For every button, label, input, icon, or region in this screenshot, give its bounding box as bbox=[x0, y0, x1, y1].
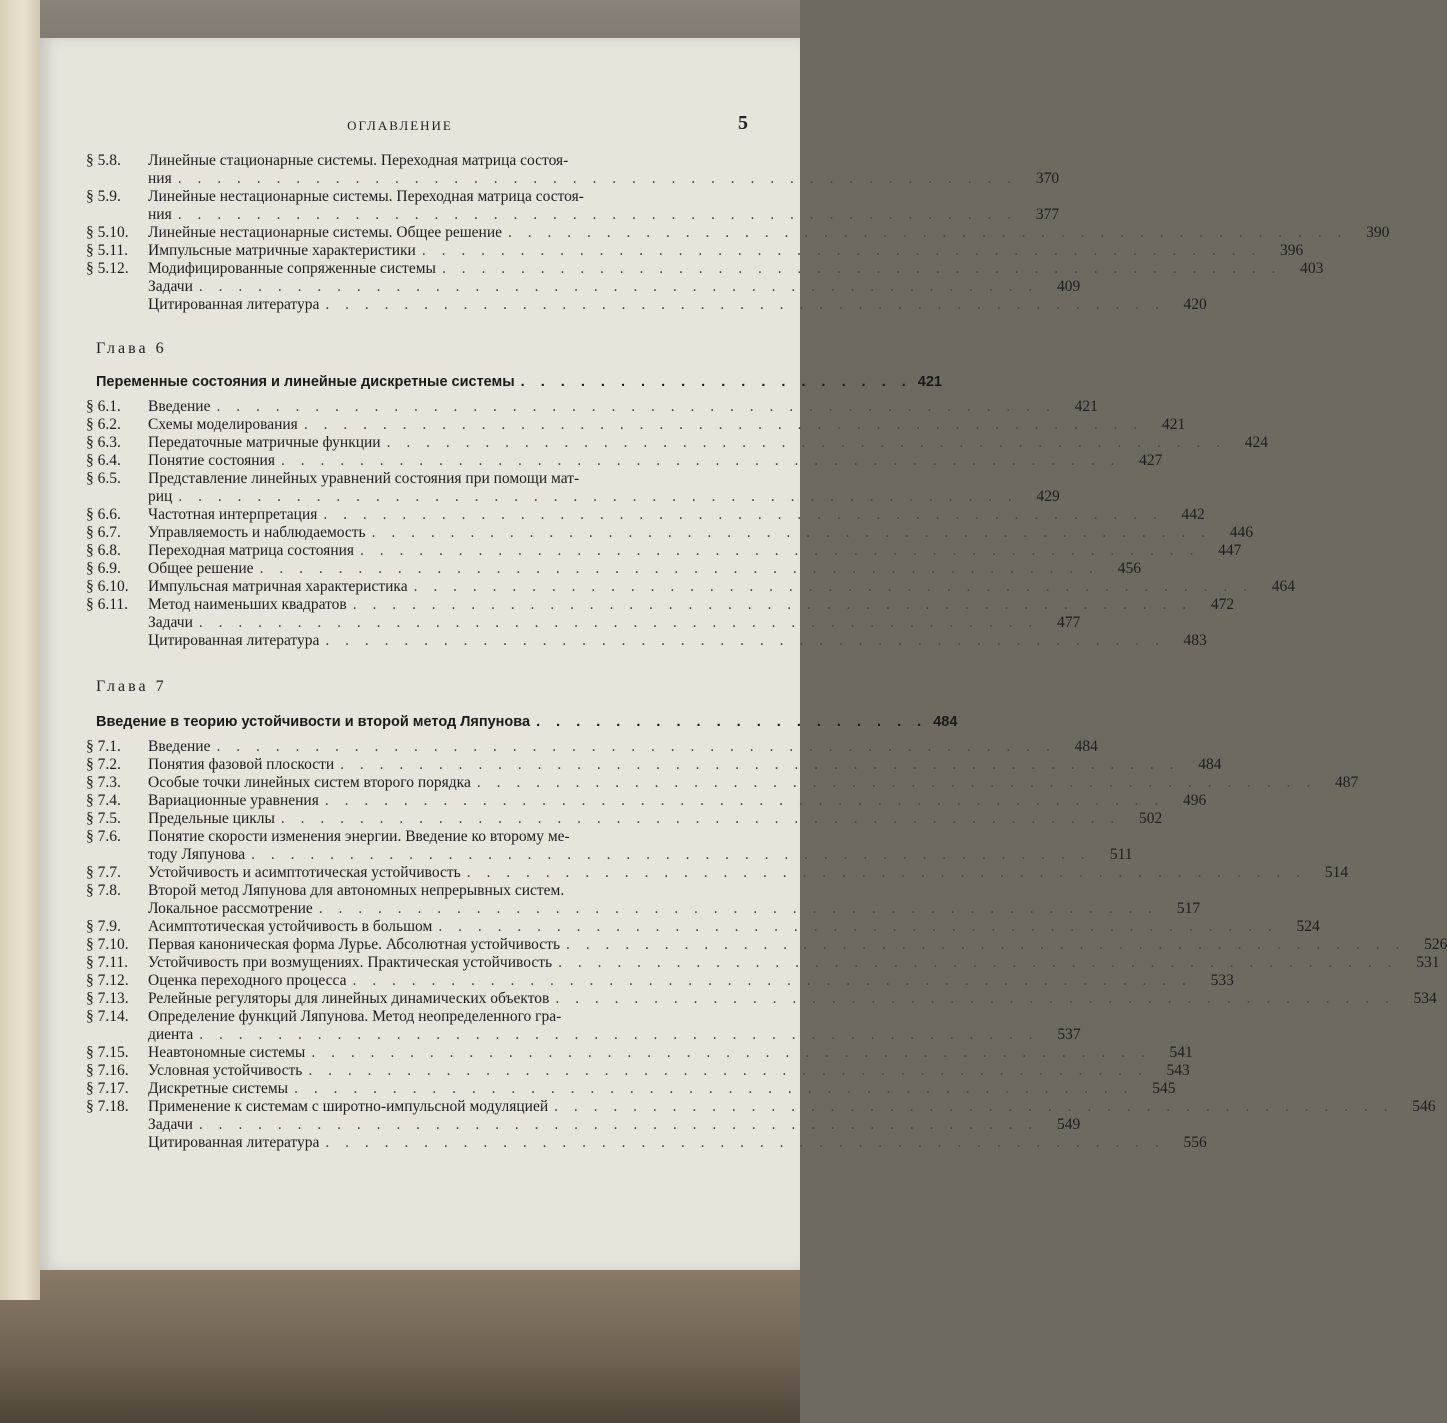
section-title: Импульсная матричная характеристика bbox=[148, 578, 408, 595]
toc-entry bbox=[86, 434, 1268, 452]
dot-leader: . . . . . . . . . . . . . . . . . . . . . . . . . . . . . . . . . . . . . . . . . . . bbox=[558, 954, 1398, 971]
toc-entry bbox=[86, 1062, 1190, 1080]
section-number: § 6.5. bbox=[86, 470, 121, 487]
section-number: § 5.11. bbox=[86, 242, 129, 259]
entry-page-number: 524 bbox=[1296, 918, 1320, 935]
dot-leader: . . . . . . . . . . . . . . . . . . . . . . . . . . . . . . . . . . . . . . . . . . . bbox=[466, 864, 1307, 881]
dot-leader: . . . . . . . . . . . . . . . . . . . . . . . . . . . . . . . . . . . . . . . . . . . bbox=[216, 738, 1056, 755]
section-number: § 6.10. bbox=[86, 578, 129, 595]
entry-page-number: 424 bbox=[1244, 434, 1268, 451]
left-page-edge bbox=[0, 0, 40, 1300]
section-title: Понятие скорости изменения энергии. Введение ко второму ме- bbox=[148, 828, 570, 845]
toc-entry bbox=[86, 542, 1242, 560]
chapter-label: Глава 6 bbox=[96, 340, 167, 357]
dot-leader: . . . . . . . . . . . . . . . . . . . . . . . . . . . . . . . . . . . . . . . . . . . bbox=[441, 260, 1282, 277]
toc-entry bbox=[86, 596, 1235, 614]
section-title: Устойчивость и асимптотическая устойчивость bbox=[148, 864, 461, 881]
dot-leader: . . . . . . . . . . . . . . . . . . . . . . . . . . . . . . . . . . . . . . . . . . . bbox=[311, 1044, 1151, 1061]
section-title: Передаточные матричные функции bbox=[148, 434, 381, 451]
section-title: Задачи bbox=[148, 1116, 193, 1133]
dot-leader: . . . . . . . . . . . . . . . . . . . . . . . . . . . . . . . . . . . . . . . . . . . bbox=[325, 632, 1165, 649]
dot-leader: . . . . . . . . . . . . . . . . . . . . . . . . . . . . . . . . . . . . . . . . . . . bbox=[386, 434, 1226, 451]
dot-leader: . . . . . . . . . . . . . . . . . . . . . . . . . . . . . . . . . . . . . . . . . . . bbox=[554, 1098, 1394, 1115]
section-number: § 6.1. bbox=[86, 398, 121, 415]
toc-entry bbox=[86, 738, 1098, 756]
entry-page-number: 531 bbox=[1416, 954, 1440, 971]
toc-entry bbox=[86, 918, 1320, 936]
dot-leader: . . . . . . . . . . . . . . . . . . . . . . . . . . . . . . . . . . . . . . . . . . . bbox=[438, 918, 1278, 935]
entry-page-number: 442 bbox=[1181, 506, 1205, 523]
section-title: Линейные стационарные системы. Переходная матрица состоя- bbox=[148, 152, 569, 169]
entry-page-number: 421 bbox=[1074, 398, 1098, 415]
toc-entry-continuation bbox=[86, 1026, 1081, 1044]
dot-leader: . . . . . . . . . . . . . . . . . . . . . . . . . . . . . . . . . . . . . . . . . . . bbox=[340, 756, 1180, 773]
toc-entry bbox=[86, 756, 1222, 774]
section-number: § 7.12. bbox=[86, 972, 129, 989]
page-number: 5 bbox=[738, 112, 748, 134]
dot-leader: . . . . . . . . . . . . . . . . . . . . . . . . . . . . . . . . . . . . . . . . . . . bbox=[199, 1026, 1039, 1043]
dot-leader: . . . . . . . . . . . . . . . . . . . . . . . . . . . . . . . . . . . . . . . . . . . bbox=[318, 900, 1159, 917]
toc-entry-continuation bbox=[86, 488, 1060, 506]
entry-page-number: 484 bbox=[1198, 756, 1222, 773]
entry-page-number: 533 bbox=[1210, 972, 1234, 989]
entry-page-number: 409 bbox=[1057, 278, 1081, 295]
dot-leader: . . . . . . . . . . . . . . . . . . . . . . . . . . . . . . . . . . . . . . . . . . . bbox=[352, 972, 1192, 989]
section-number: § 6.9. bbox=[86, 560, 121, 577]
toc-entry bbox=[86, 810, 1163, 828]
entry-page-number: 464 bbox=[1271, 578, 1295, 595]
dot-leader: . . . . . . . . . . . . . . . . . . . . . . . . . . . . . . . . . . . . . . . . . . . bbox=[177, 206, 1018, 223]
section-number: § 7.13. bbox=[86, 990, 129, 1007]
entry-page-number: 546 bbox=[1412, 1098, 1436, 1115]
toc-entry bbox=[86, 1098, 1436, 1116]
section-title: Модифицированные сопряженные системы bbox=[148, 260, 436, 277]
dot-leader: . . . . . . . . . . . . . . . . . . . . . . . . . . . . . . . . . . . . . . . . . . . bbox=[259, 560, 1099, 577]
section-title: Схемы моделирования bbox=[148, 416, 298, 433]
section-title: Оценка переходного процесса bbox=[148, 972, 347, 989]
toc-entry bbox=[86, 990, 1437, 1008]
entry-page-number: 377 bbox=[1035, 206, 1060, 223]
section-title: Применение к системам с широтно-импульсной модуляцией bbox=[148, 1098, 549, 1115]
dot-leader: . . . . . . . . . . . . . . . . . . . . . . . . . . . . . . . . . . . . . . . . . . . bbox=[421, 242, 1262, 259]
dot-leader: . . . . . . . . . . . . . . . . . . . . . . . . . . . . . . . . . . . . . . . . . . . bbox=[280, 810, 1121, 827]
section-title: Управляемость и наблюдаемость bbox=[148, 524, 366, 541]
toc-entry-continuation bbox=[86, 900, 1201, 918]
chapter-title bbox=[96, 374, 942, 390]
section-title: Вариационные уравнения bbox=[148, 792, 319, 809]
entry-page-number: 456 bbox=[1117, 560, 1141, 577]
running-head: ОГЛАВЛЕНИЕ bbox=[347, 118, 453, 133]
section-title: Предельные циклы bbox=[148, 810, 275, 827]
section-title: Второй метод Ляпунова для автономных непрерывных систем. bbox=[148, 882, 565, 899]
dot-leader: . . . . . . . . . . . . . . . . . . . . . . . . . . . . . . . . . . . . . . . . . . . bbox=[198, 1116, 1039, 1133]
section-title-continuation: ния bbox=[148, 170, 172, 187]
entry-page-number: 427 bbox=[1139, 452, 1163, 469]
section-title: Первая каноническая форма Лурье. Абсолютная устойчивость bbox=[148, 936, 561, 953]
chapter-page-number: 484 bbox=[933, 714, 958, 730]
chapter-page-number: 421 bbox=[917, 374, 942, 390]
entry-page-number: 484 bbox=[1074, 738, 1098, 755]
entry-page-number: 514 bbox=[1324, 864, 1349, 881]
dot-leader: . . . . . . . . . . . . . . . . . . . . . . . . . . . . . . . . . . . . . . . . . . . bbox=[371, 524, 1211, 541]
section-title: Дискретные системы bbox=[148, 1080, 289, 1097]
section-number: § 6.4. bbox=[86, 452, 121, 469]
section-number: § 5.12. bbox=[86, 260, 129, 277]
chapter-title-text: Введение в теорию устойчивости и второй метод Ляпунова bbox=[96, 714, 531, 730]
toc-entry bbox=[86, 614, 1081, 632]
section-number: § 7.7. bbox=[86, 864, 121, 881]
toc-entry bbox=[86, 560, 1141, 578]
entry-page-number: 472 bbox=[1210, 596, 1235, 613]
section-title: Линейные нестационарные системы. Переходная матрица состоя- bbox=[148, 188, 584, 205]
toc-entry bbox=[86, 224, 1390, 242]
entry-page-number: 403 bbox=[1300, 260, 1324, 277]
toc-entry bbox=[86, 954, 1440, 972]
table-surface bbox=[0, 1265, 800, 1423]
section-title: Импульсные матричные характеристики bbox=[148, 242, 416, 259]
section-title: Введение bbox=[148, 738, 211, 755]
dot-leader: . . . . . . . . . . . . . . . . . . . . . . . . . . . . . . . . . . . . . . . . . . . bbox=[303, 416, 1144, 433]
entry-page-number: 420 bbox=[1183, 296, 1207, 313]
section-number: § 7.9. bbox=[86, 918, 121, 935]
toc-entry bbox=[86, 828, 748, 846]
section-title-continuation: Локальное рассмотрение bbox=[148, 900, 313, 917]
section-number: § 7.2. bbox=[86, 756, 121, 773]
dot-leader: . . . . . . . . . . . . . . . . . . . . . . . . . . . . . . . . . . . . . . . . . . . bbox=[555, 990, 1395, 1007]
dot-leader: . . . . . . . . . . . . . . . . . . . . . . . . . . . . . . . . . . . . . . . . . . . bbox=[476, 774, 1317, 791]
section-title: Цитированная литература bbox=[148, 296, 320, 313]
toc-entry-continuation bbox=[86, 846, 1133, 864]
dot-leader: . . . . . . . . . . . . . . . . . . . . bbox=[536, 714, 928, 730]
section-number: § 7.14. bbox=[86, 1008, 129, 1025]
dot-leader: . . . . . . . . . . . . . . . . . . . . . . . . . . . . . . . . . . . . . . . . . . . bbox=[251, 846, 1091, 863]
section-title: Цитированная литература bbox=[148, 632, 320, 649]
dot-leader: . . . . . . . . . . . . . . . . . . . . . . . . . . . . . . . . . . . . . . . . . . . bbox=[325, 296, 1165, 313]
section-number: § 7.1. bbox=[86, 738, 121, 755]
section-number: § 6.6. bbox=[86, 506, 121, 523]
toc-entry bbox=[86, 188, 748, 206]
toc-entry bbox=[86, 398, 1098, 416]
section-title: Задачи bbox=[148, 614, 193, 631]
section-title-continuation: диента bbox=[148, 1026, 194, 1043]
entry-page-number: 421 bbox=[1161, 416, 1186, 433]
section-number: § 6.8. bbox=[86, 542, 121, 559]
section-number: § 7.17. bbox=[86, 1080, 129, 1097]
section-title: Определение функций Ляпунова. Метод неопределенного гра- bbox=[148, 1008, 562, 1025]
entry-page-number: 370 bbox=[1035, 170, 1060, 187]
section-number: § 6.3. bbox=[86, 434, 121, 451]
entry-page-number: 526 bbox=[1424, 936, 1447, 953]
section-number: § 6.7. bbox=[86, 524, 121, 541]
entry-page-number: 549 bbox=[1057, 1116, 1081, 1133]
dot-leader: . . . . . . . . . . . . . . . . . . . . . . . . . . . . . . . . . . . . . . . . . . . bbox=[177, 170, 1018, 187]
section-title: Понятие состояния bbox=[148, 452, 275, 469]
dot-leader: . . . . . . . . . . . . . . . . . . . . . . . . . . . . . . . . . . . . . . . . . . . bbox=[324, 792, 1165, 809]
dot-leader: . . . . . . . . . . . . . . . . . . . . . . . . . . . . . . . . . . . . . . . . . . . bbox=[566, 936, 1406, 953]
dot-leader: . . . . . . . . . . . . . . . . . . . . . . . . . . . . . . . . . . . . . . . . . . . bbox=[352, 596, 1193, 613]
entry-page-number: 502 bbox=[1139, 810, 1163, 827]
section-title: Введение bbox=[148, 398, 211, 415]
dot-leader: . . . . . . . . . . . . . . . . . . . . . . . . . . . . . . . . . . . . . . . . . . . bbox=[178, 488, 1018, 505]
entry-page-number: 537 bbox=[1057, 1026, 1081, 1043]
section-number: § 6.11. bbox=[86, 596, 129, 613]
dot-leader: . . . . . . . . . . . . . . . . . . . . . . . . . . . . . . . . . . . . . . . . . . . bbox=[280, 452, 1121, 469]
entry-page-number: 429 bbox=[1036, 488, 1060, 505]
section-title-continuation: риц bbox=[148, 488, 173, 505]
toc-entry bbox=[86, 632, 1207, 650]
section-title: Особые точки линейных систем второго порядка bbox=[148, 774, 471, 791]
toc-entry bbox=[86, 506, 1205, 524]
section-title: Условная устойчивость bbox=[148, 1062, 303, 1079]
section-number: § 5.8. bbox=[86, 152, 121, 169]
dot-leader: . . . . . . . . . . . . . . . . . . . . . . . . . . . . . . . . . . . . . . . . . . . bbox=[413, 578, 1253, 595]
section-number: § 7.15. bbox=[86, 1044, 129, 1061]
section-title: Метод наименьших квадратов bbox=[148, 596, 347, 613]
section-title: Неавтономные системы bbox=[148, 1044, 306, 1061]
dot-leader: . . . . . . . . . . . . . . . . . . . . . . . . . . . . . . . . . . . . . . . . . . . bbox=[294, 1080, 1134, 1097]
toc-entry bbox=[86, 524, 1253, 542]
toc-entry bbox=[86, 774, 1359, 792]
section-number: § 7.4. bbox=[86, 792, 121, 809]
section-number: § 7.3. bbox=[86, 774, 121, 791]
section-title: Цитированная литература bbox=[148, 1134, 320, 1151]
section-number: § 7.8. bbox=[86, 882, 121, 899]
dot-leader: . . . . . . . . . . . . . . . . . . . . . . . . . . . . . . . . . . . . . . . . . . . bbox=[308, 1062, 1148, 1079]
section-number: § 7.10. bbox=[86, 936, 129, 953]
entry-page-number: 545 bbox=[1152, 1080, 1176, 1097]
section-number: § 7.6. bbox=[86, 828, 121, 845]
entry-page-number: 487 bbox=[1334, 774, 1359, 791]
entry-page-number: 534 bbox=[1413, 990, 1437, 1007]
toc-entry bbox=[86, 792, 1207, 810]
dot-leader: . . . . . . . . . . . . . . . . . . . . . . . . . . . . . . . . . . . . . . . . . . . bbox=[198, 614, 1039, 631]
toc-entry bbox=[86, 1080, 1176, 1098]
toc-entry bbox=[86, 242, 1304, 260]
section-number: § 7.18. bbox=[86, 1098, 129, 1115]
dot-leader: . . . . . . . . . . . . . . . . . . . . . . . . . . . . . . . . . . . . . . . . . . . bbox=[323, 506, 1163, 523]
toc-entry bbox=[86, 416, 1186, 434]
section-title: Частотная интерпретация bbox=[148, 506, 318, 523]
section-title: Понятия фазовой плоскости bbox=[148, 756, 335, 773]
toc-entry bbox=[86, 1134, 1207, 1152]
toc-entry bbox=[86, 152, 748, 170]
toc-entry bbox=[86, 1008, 748, 1026]
dot-leader: . . . . . . . . . . . . . . . . . . . . bbox=[520, 374, 912, 390]
dot-leader: . . . . . . . . . . . . . . . . . . . . . . . . . . . . . . . . . . . . . . . . . . . bbox=[198, 278, 1039, 295]
entry-page-number: 541 bbox=[1169, 1044, 1193, 1061]
section-title: Линейные нестационарные системы. Общее решение bbox=[148, 224, 502, 241]
section-number: § 6.2. bbox=[86, 416, 121, 433]
entry-page-number: 446 bbox=[1229, 524, 1253, 541]
section-title: Релейные регуляторы для линейных динамических объектов bbox=[148, 990, 550, 1007]
toc-entry bbox=[86, 1116, 1081, 1134]
section-number: § 7.5. bbox=[86, 810, 121, 827]
toc-entry bbox=[86, 972, 1234, 990]
entry-page-number: 511 bbox=[1109, 846, 1133, 863]
dot-leader: . . . . . . . . . . . . . . . . . . . . . . . . . . . . . . . . . . . . . . . . . . . bbox=[216, 398, 1056, 415]
entry-page-number: 447 bbox=[1218, 542, 1242, 559]
section-title: Общее решение bbox=[148, 560, 254, 577]
section-title: Устойчивость при возмущениях. Практическая устойчивость bbox=[148, 954, 553, 971]
entry-page-number: 477 bbox=[1057, 614, 1081, 631]
section-number: § 5.9. bbox=[86, 188, 121, 205]
toc-entry bbox=[86, 260, 1324, 278]
dot-leader: . . . . . . . . . . . . . . . . . . . . . . . . . . . . . . . . . . . . . . . . . . . bbox=[508, 224, 1348, 241]
toc-entry bbox=[86, 882, 748, 900]
dot-leader: . . . . . . . . . . . . . . . . . . . . . . . . . . . . . . . . . . . . . . . . . . . bbox=[325, 1134, 1165, 1151]
section-number: § 7.11. bbox=[86, 954, 129, 971]
entry-page-number: 390 bbox=[1366, 224, 1390, 241]
chapter-title bbox=[96, 714, 958, 730]
toc-entry bbox=[86, 578, 1295, 596]
entry-page-number: 556 bbox=[1183, 1134, 1207, 1151]
toc-entry bbox=[86, 452, 1163, 470]
toc-entry bbox=[86, 470, 748, 488]
entry-page-number: 496 bbox=[1182, 792, 1207, 809]
toc-entry-continuation bbox=[86, 170, 1060, 188]
section-number: § 5.10. bbox=[86, 224, 129, 241]
entry-page-number: 517 bbox=[1176, 900, 1201, 917]
section-title-continuation: тоду Ляпунова bbox=[148, 846, 246, 863]
section-title-continuation: ния bbox=[148, 206, 172, 223]
chapter-label: Глава 7 bbox=[96, 678, 167, 695]
toc-entry bbox=[86, 864, 1349, 882]
section-title: Асимптотическая устойчивость в большом bbox=[148, 918, 433, 935]
dot-leader: . . . . . . . . . . . . . . . . . . . . . . . . . . . . . . . . . . . . . . . . . . . bbox=[360, 542, 1200, 559]
section-title: Переходная матрица состояния bbox=[148, 542, 355, 559]
toc-entry bbox=[86, 1044, 1193, 1062]
entry-page-number: 543 bbox=[1166, 1062, 1190, 1079]
chapter-title-text: Переменные состояния и линейные дискретные системы bbox=[96, 374, 515, 390]
toc-entry bbox=[86, 936, 1447, 954]
entry-page-number: 483 bbox=[1183, 632, 1207, 649]
section-number: § 7.16. bbox=[86, 1062, 129, 1079]
toc-entry bbox=[86, 278, 1081, 296]
toc-entry-continuation bbox=[86, 206, 1060, 224]
toc-entry bbox=[86, 296, 1207, 314]
section-title: Задачи bbox=[148, 278, 193, 295]
section-title: Представление линейных уравнений состояния при помощи мат- bbox=[148, 470, 580, 487]
entry-page-number: 396 bbox=[1279, 242, 1304, 259]
